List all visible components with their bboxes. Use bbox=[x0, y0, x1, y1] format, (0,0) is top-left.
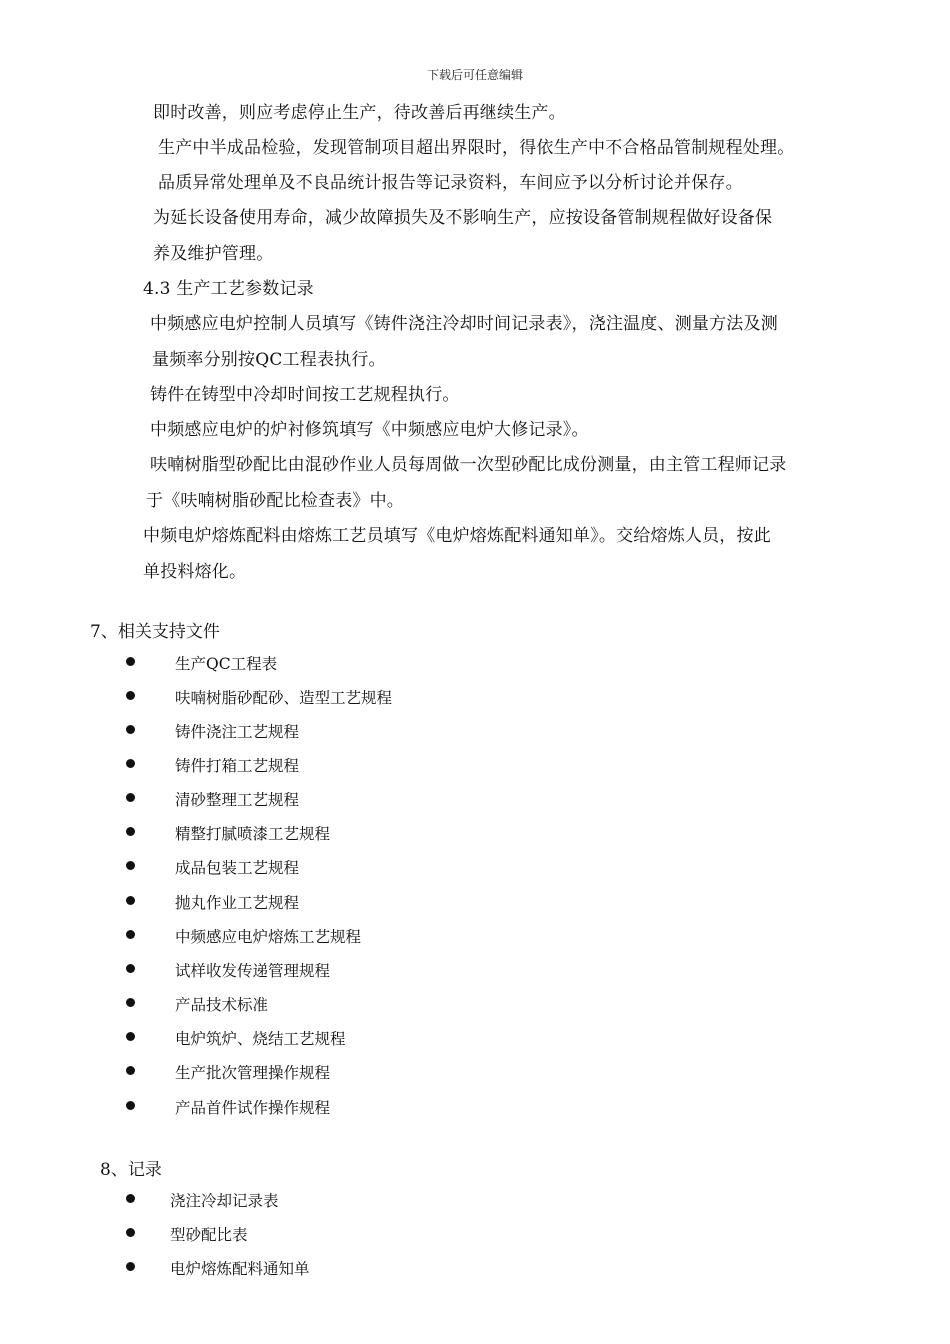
paragraph-line: 养及维护管理。 bbox=[153, 244, 274, 264]
bullet-icon bbox=[126, 793, 135, 802]
bullet-icon bbox=[126, 1066, 135, 1075]
paragraph-line: 铸件在铸型中冷却时间按工艺规程执行。 bbox=[150, 385, 460, 405]
bullet-icon bbox=[126, 998, 135, 1007]
bullet-icon bbox=[126, 827, 135, 836]
bullet-icon bbox=[126, 1194, 135, 1203]
paragraph-line: 中频电炉熔炼配料由熔炼工艺员填写《电炉熔炼配料通知单》。交给熔炼人员，按此 bbox=[143, 526, 771, 546]
list-item: 试样收发传递管理规程 bbox=[175, 962, 331, 980]
list-item: 产品首件试作操作规程 bbox=[175, 1099, 331, 1117]
list-item: 呋喃树脂砂配砂、造型工艺规程 bbox=[175, 689, 393, 707]
paragraph-line: 品质异常处理单及不良品统计报告等记录资料，车间应予以分析讨论并保存。 bbox=[158, 173, 743, 193]
bullet-icon bbox=[126, 1032, 135, 1041]
list-item: 中频感应电炉熔炼工艺规程 bbox=[175, 928, 362, 946]
list-item: 成品包装工艺规程 bbox=[175, 859, 300, 877]
list-item: 清砂整理工艺规程 bbox=[175, 791, 300, 809]
list-item: 抛丸作业工艺规程 bbox=[175, 894, 300, 912]
list-item: 浇注冷却记录表 bbox=[170, 1192, 279, 1210]
bullet-icon bbox=[126, 896, 135, 905]
list-item: 生产QC工程表 bbox=[175, 655, 278, 673]
bullet-icon bbox=[126, 691, 135, 700]
paragraph-line: 为延长设备使用寿命，减少故障损失及不影响生产，应按设备管制规程做好设备保 bbox=[153, 208, 773, 228]
bullet-icon bbox=[126, 1228, 135, 1237]
bullet-icon bbox=[126, 759, 135, 768]
paragraph-line: 生产中半成品检验，发现管制项目超出界限时，得依生产中不合格品管制规程处理。 bbox=[158, 138, 795, 158]
paragraph-line: 呋喃树脂型砂配比由混砂作业人员每周做一次型砂配比成份测量，由主管工程师记录 bbox=[150, 455, 787, 475]
list-item: 电炉筑炉、烧结工艺规程 bbox=[175, 1030, 346, 1048]
list-item: 型砂配比表 bbox=[170, 1226, 248, 1244]
list-item: 产品技术标准 bbox=[175, 996, 269, 1014]
subsection-title: 4.3 生产工艺参数记录 bbox=[143, 279, 314, 299]
paragraph-line: 量频率分别按QC工程表执行。 bbox=[152, 350, 386, 370]
bullet-icon bbox=[126, 861, 135, 870]
page-header: 下载后可任意编辑 bbox=[426, 68, 523, 82]
list-item: 铸件打箱工艺规程 bbox=[175, 757, 300, 775]
bullet-icon bbox=[126, 657, 135, 666]
bullet-icon bbox=[126, 1262, 135, 1271]
list-item: 精整打腻喷漆工艺规程 bbox=[175, 825, 331, 843]
paragraph-line: 于《呋喃树脂砂配比检查表》中。 bbox=[146, 491, 404, 511]
paragraph-line: 即时改善，则应考虑停止生产，待改善后再继续生产。 bbox=[153, 103, 566, 123]
bullet-icon bbox=[126, 930, 135, 939]
section-8-title: 8、记录 bbox=[100, 1160, 162, 1180]
section-7-title: 7、相关支持文件 bbox=[90, 622, 220, 642]
paragraph-line: 中频感应电炉控制人员填写《铸件浇注冷却时间记录表》，浇注温度、测量方法及测 bbox=[150, 314, 778, 334]
bullet-icon bbox=[126, 725, 135, 734]
bullet-icon bbox=[126, 964, 135, 973]
list-item: 铸件浇注工艺规程 bbox=[175, 723, 300, 741]
list-item: 生产批次管理操作规程 bbox=[175, 1064, 331, 1082]
paragraph-line: 中频感应电炉的炉衬修筑填写《中频感应电炉大修记录》。 bbox=[150, 420, 589, 440]
list-item: 电炉熔炼配料通知单 bbox=[170, 1260, 310, 1278]
bullet-icon bbox=[126, 1101, 135, 1110]
paragraph-line: 单投料熔化。 bbox=[143, 562, 247, 582]
